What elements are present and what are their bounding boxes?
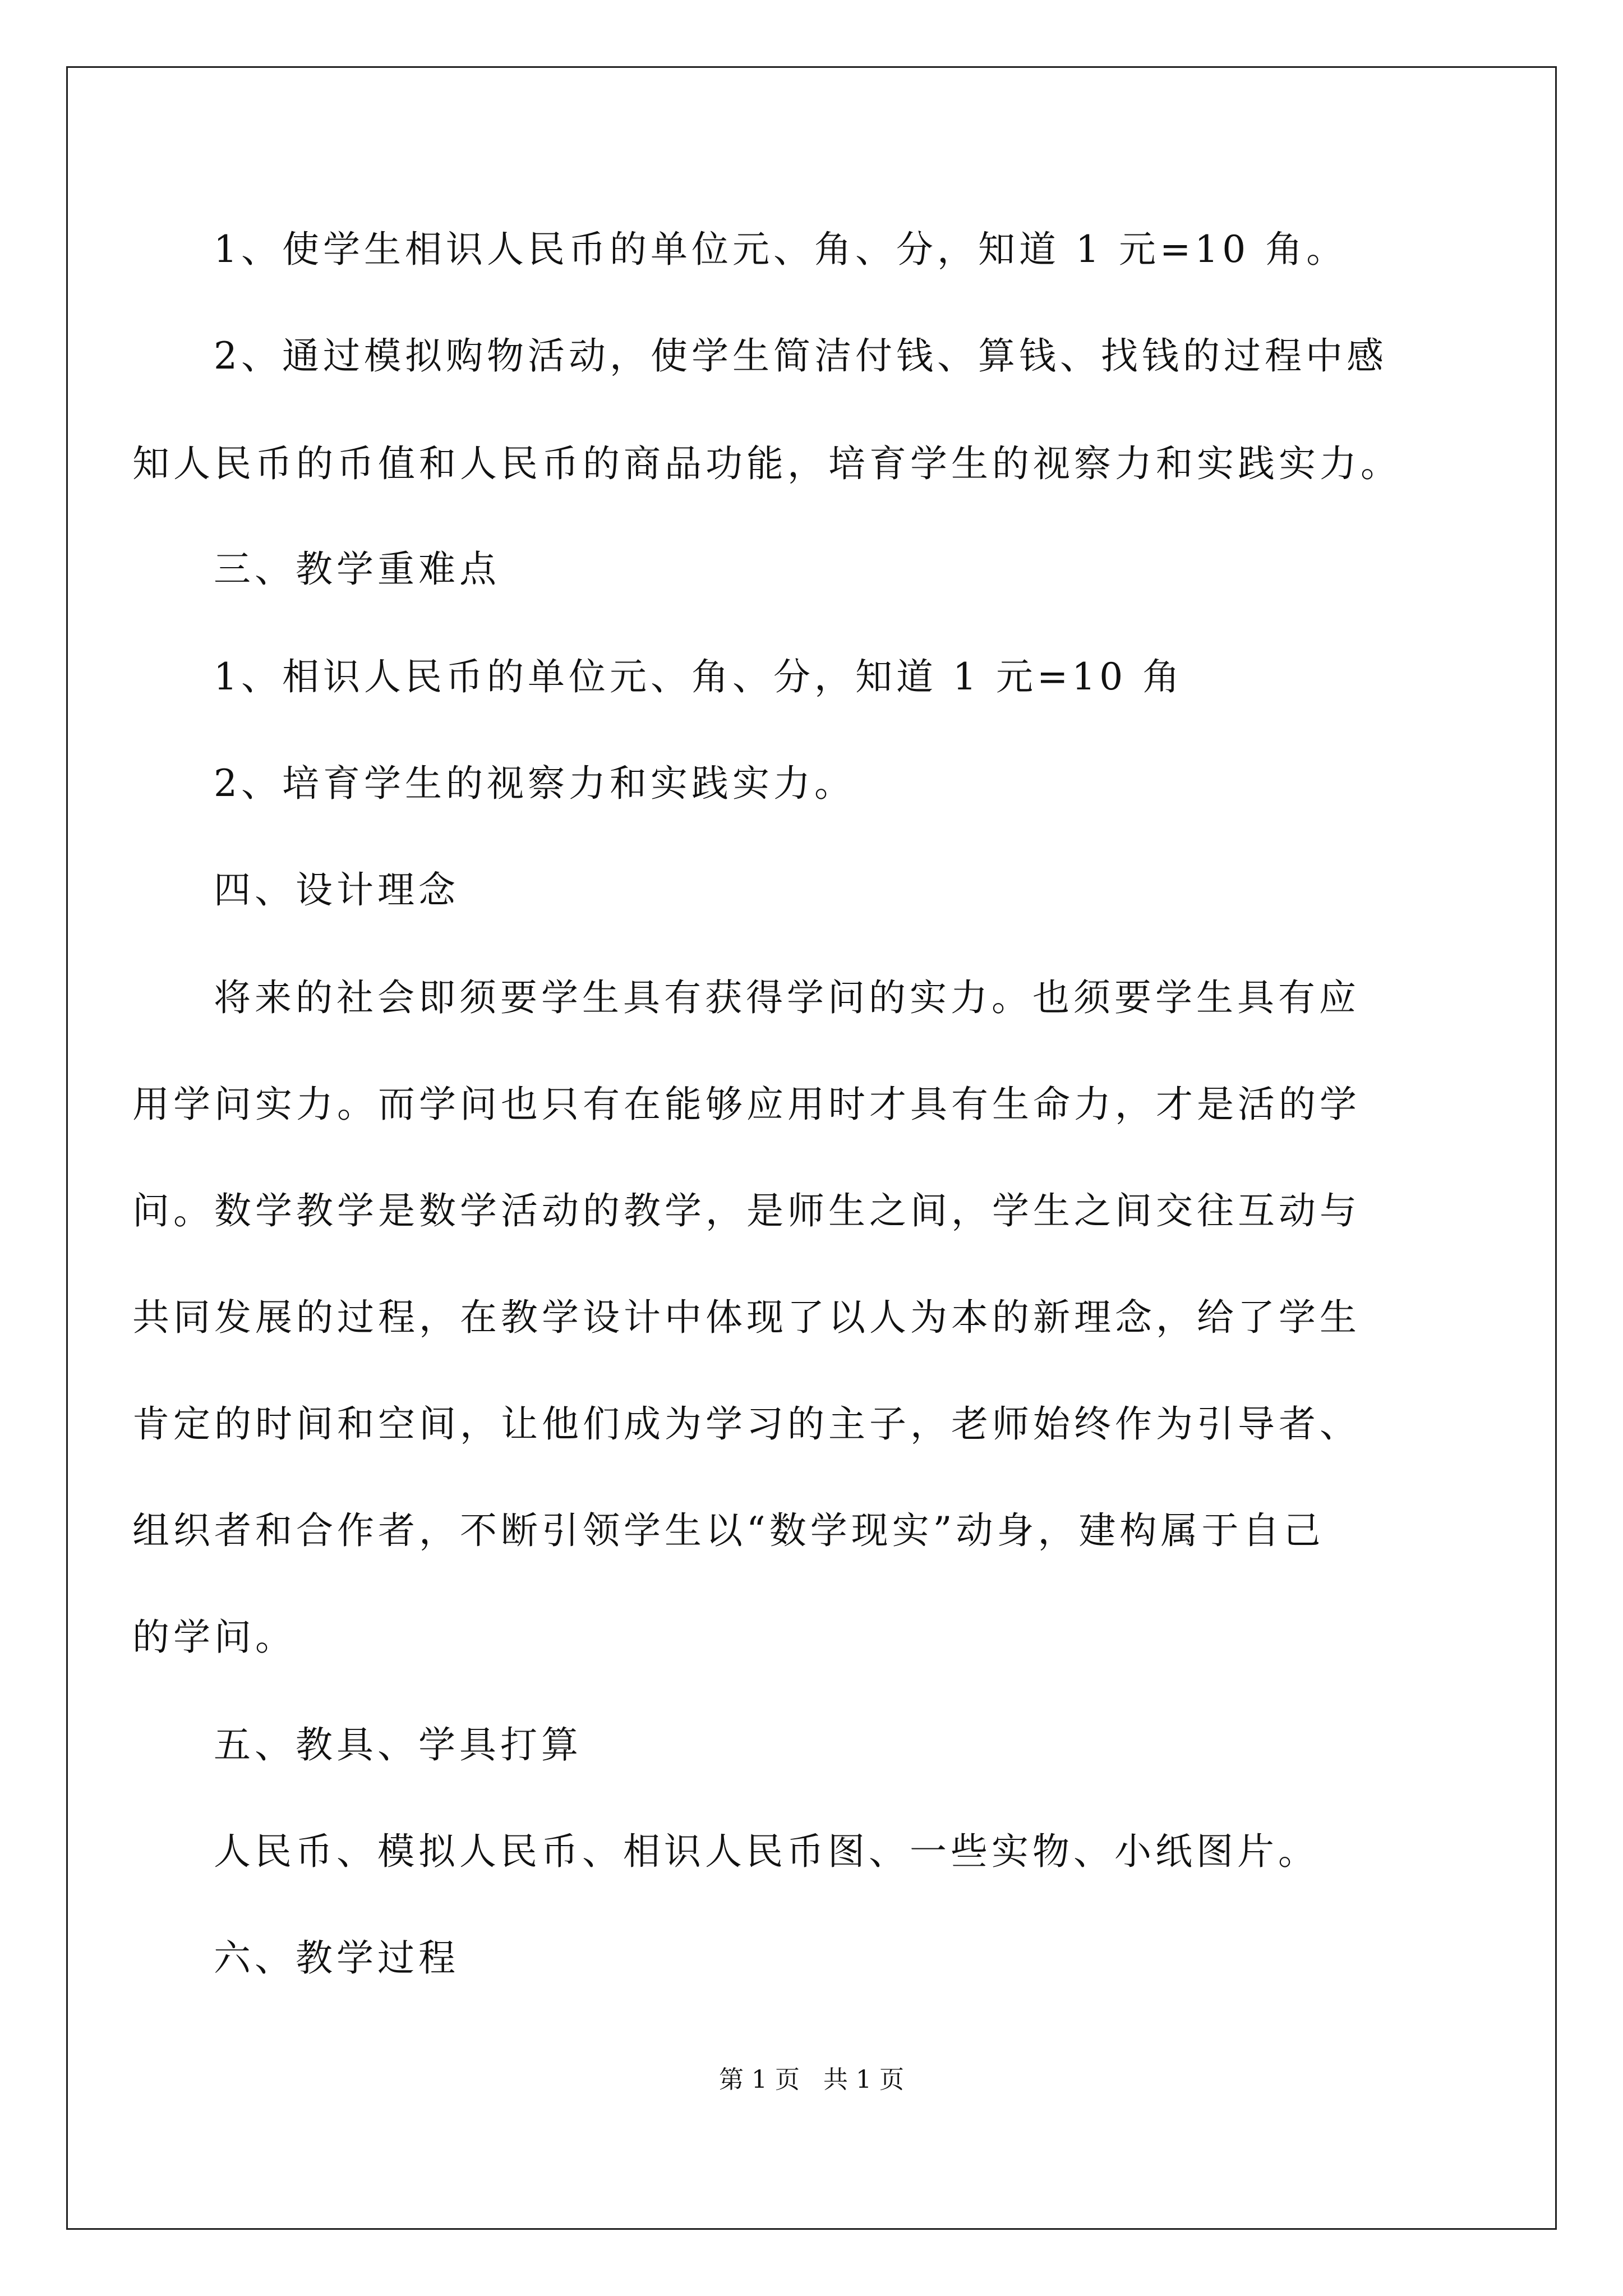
- paragraph-line-3: 问。数学教学是数学活动的教学，是师生之间，学生之间交往互动与: [132, 1189, 1361, 1232]
- section-heading-4: 四、设计理念: [214, 868, 459, 912]
- section-heading-3: 三、教学重难点: [214, 547, 500, 591]
- materials-list: 人民币、模拟人民币、相识人民币图、一些实物、小纸图片。: [214, 1830, 1319, 1873]
- section-heading-6: 六、教学过程: [214, 1936, 459, 1980]
- paragraph-line-4: 共同发展的过程，在教学设计中体现了以人为本的新理念，给了学生: [132, 1296, 1361, 1339]
- objective-2-line-1: 2、通过模拟购物活动，使学生简洁付钱、算钱、找钱的过程中感: [214, 334, 1387, 378]
- objective-2-line-2: 知人民币的币值和人民币的商品功能，培育学生的视察力和实践实力。: [132, 442, 1401, 485]
- paragraph-line-1: 将来的社会即须要学生具有获得学问的实力。也须要学生具有应: [214, 976, 1360, 1019]
- paragraph-line-5: 肯定的时间和空间，让他们成为学习的主子，老师始终作为引导者、: [132, 1402, 1361, 1446]
- page-border: [66, 66, 1557, 2230]
- page-number-footer: 第 1 页 共 1 页: [719, 2065, 904, 2094]
- key-point-1: 1、相识人民币的单位元、角、分，知道 1 元=10 角: [214, 655, 1184, 698]
- paragraph-line-2: 用学问实力。而学问也只有在能够应用时才具有生命力，才是活的学: [132, 1083, 1361, 1126]
- paragraph-line-6: 组织者和合作者，不断引领学生以“数学现实”动身，建构属于自己: [132, 1509, 1325, 1552]
- section-heading-5: 五、教具、学具打算: [214, 1723, 582, 1766]
- paragraph-line-7: 的学问。: [132, 1616, 296, 1659]
- key-point-2: 2、培育学生的视察力和实践实力。: [214, 762, 855, 805]
- objective-1: 1、使学生相识人民币的单位元、角、分，知道 1 元=10 角。: [214, 228, 1348, 271]
